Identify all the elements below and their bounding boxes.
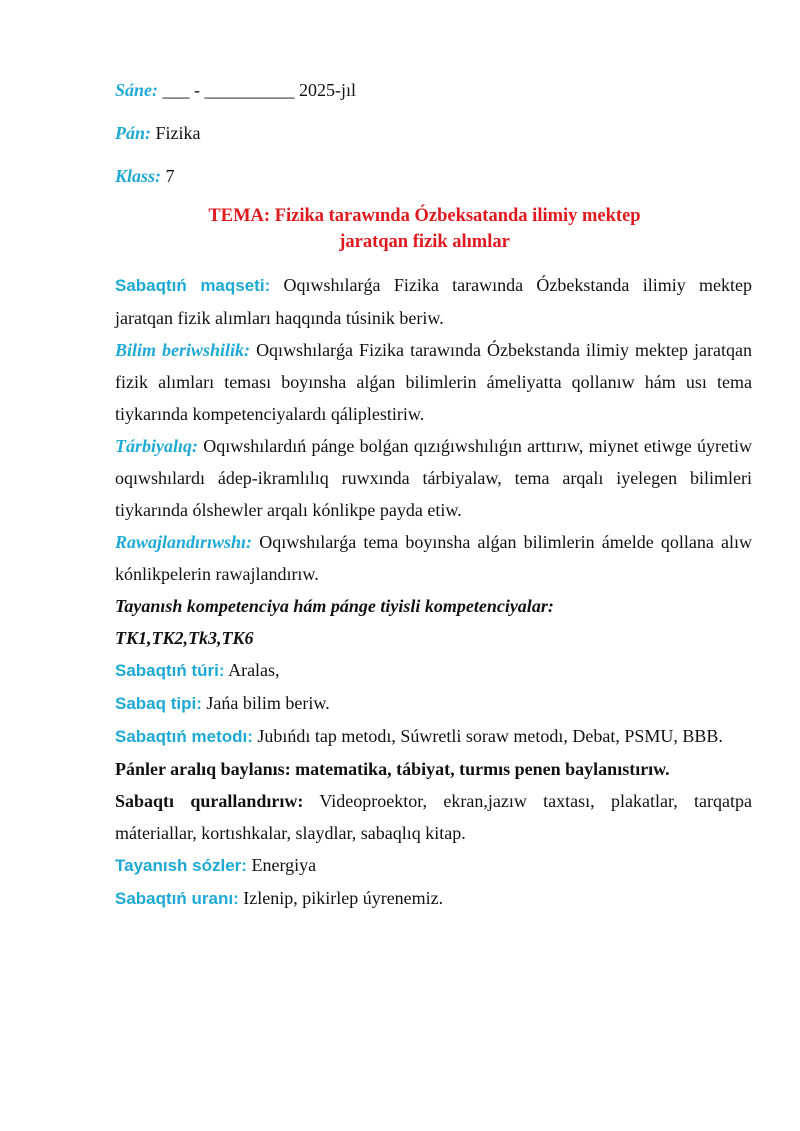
lesson-kind-value: Aralas, — [228, 660, 280, 680]
competency-codes: TK1,TK2,Tk3,TK6 — [115, 628, 254, 648]
lesson-title — [115, 203, 752, 255]
upbringing-paragraph — [115, 430, 752, 526]
goal-paragraph — [115, 269, 752, 334]
keywords-label: Tayanısh sózler: — [115, 856, 247, 875]
equipment-label: Sabaqtı qurallandırıw: — [115, 791, 304, 811]
goal-label: Sabaqtıń maqseti: — [115, 276, 271, 295]
subject-line — [115, 117, 752, 149]
goal-text: Oqıwshılarǵa Fizika tarawında Ózbekstanda ilimiy mektep jaratqan fizik alımları haqqında túsinik beriw. — [115, 275, 752, 328]
method-label: Sabaqtıń metodı: — [115, 727, 253, 746]
motto-label: Sabaqtıń uranı: — [115, 889, 239, 908]
class-line — [115, 160, 752, 192]
equipment-paragraph — [115, 785, 752, 849]
keywords-value: Energiya — [251, 855, 317, 875]
interdisciplinary-line: Pánler aralıq baylanıs: matematika, tábiyat, turmıs penen baylanıstırıw. — [115, 759, 670, 779]
equipment-value: Videoproektor, ekran,jazıw taxtası, plakatlar, tarqatpa máteriallar, kortıshkalar, slaydlar, sabaqlıq kitap. — [115, 791, 753, 843]
lesson-kind-line — [115, 654, 752, 687]
upbringing-text: Oqıwshılardıń pánge bolǵan qızıǵıwshılıǵın arttırıw, miynet etiwge úyretiw oqıwshılardı ádep-ikramlılıq ruwxında tárbiyalaw, tema arqalı iyelegen bilimleri tiykarında ólshewler arqalı kónlikpe payda etiw. — [115, 436, 753, 520]
class-label: Klass: — [115, 166, 162, 186]
lesson-title-line-1: TEMA: Fizika tarawında Ózbeksatanda ilimiy mektep — [208, 206, 641, 226]
education-label: Bilim beriwshilik: — [115, 340, 251, 360]
subject-label: Pán: — [115, 123, 151, 143]
date-value: ___ - __________ 2025-jıl — [162, 80, 357, 100]
keywords-line — [115, 849, 752, 882]
subject-value: Fizika — [155, 123, 201, 143]
method-value: Jubıńdı tap metodı, Súwretli soraw metodı, Debat, PSMU, BBB. — [257, 726, 723, 746]
lesson-type-line — [115, 687, 752, 720]
motto-line — [115, 882, 752, 915]
method-line — [115, 720, 752, 753]
class-value: 7 — [165, 166, 175, 186]
date-line — [115, 74, 752, 106]
lesson-title-line-2: jaratqan fizik alımlar — [339, 232, 510, 252]
date-label: Sáne: — [115, 80, 159, 100]
education-text: Oqıwshılarǵa Fizika tarawında Ózbekstanda ilimiy mektep jaratqan fizik alımları teması boyınsha alǵan bilimlerin ámeliyatta qollanıw hám usı tema tiykarında kompetenciyalardı qáliplestiriw. — [115, 340, 752, 424]
lesson-type-label: Sabaq tipi: — [115, 694, 202, 713]
development-text: Oqıwshılarǵa tema boyınsha alǵan bilimlerin ámelde qollana alıw kónlikpelerin rawajlandırıw. — [115, 532, 752, 584]
lesson-type-value: Jańa bilim beriw. — [206, 693, 330, 713]
upbringing-label: Tárbiyalıq: — [115, 436, 198, 456]
development-paragraph — [115, 526, 752, 590]
education-paragraph — [115, 334, 752, 430]
competency-heading: Tayanısh kompetenciya hám pánge tiyisli kompetenciyalar: — [115, 596, 554, 616]
lesson-kind-label: Sabaqtıń túri: — [115, 661, 225, 680]
motto-value: Izlenip, pikirlep úyrenemiz. — [243, 888, 444, 908]
development-label: Rawajlandırıwshı: — [115, 532, 253, 552]
